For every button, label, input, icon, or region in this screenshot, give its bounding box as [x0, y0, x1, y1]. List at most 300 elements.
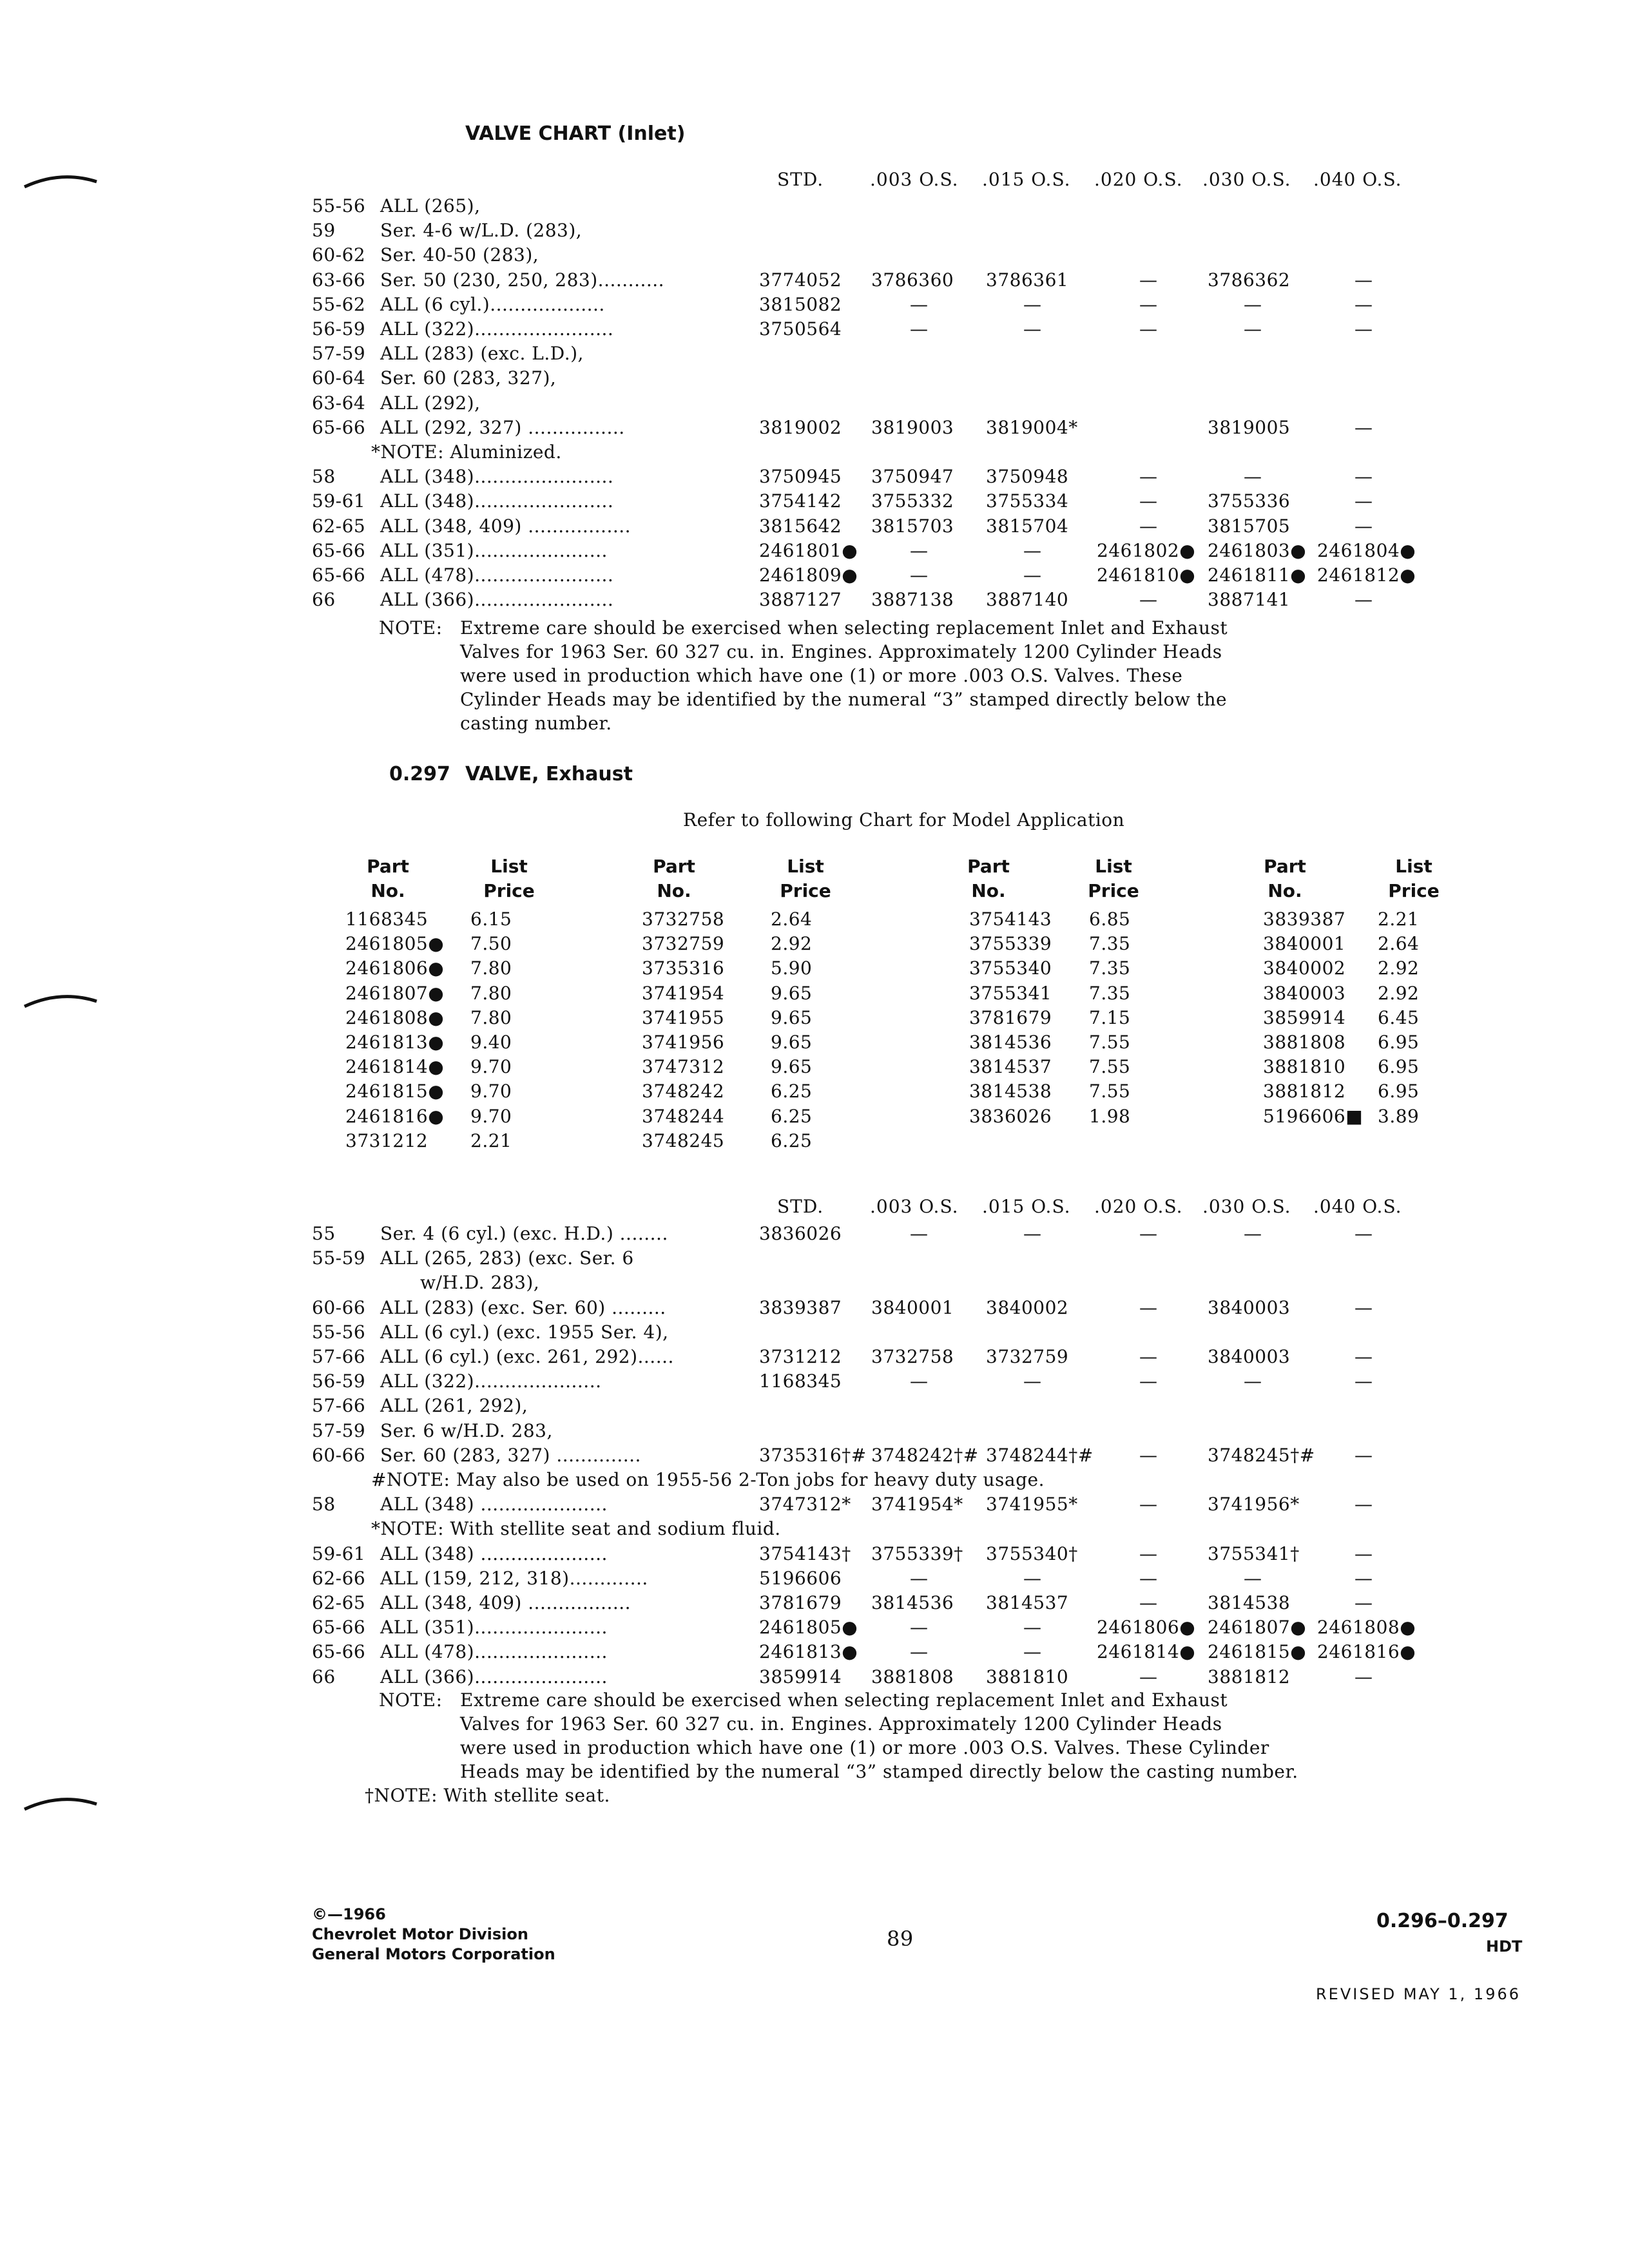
inlet-row-year: 59-61 — [312, 490, 366, 512]
inlet-row-desc: ALL (265), — [380, 195, 481, 216]
part-number: 3755340 — [969, 957, 1052, 979]
exhaust-row-value: — — [910, 1641, 929, 1663]
part-number: 2461814● — [345, 1056, 445, 1078]
exhaust-row-value: 3741956* — [1208, 1494, 1300, 1515]
inlet-row-value: 3754142 — [759, 490, 842, 512]
inlet-row-value: 3750948 — [986, 466, 1069, 488]
inlet-row-value: 3819003 — [871, 416, 954, 438]
list-price: 7.80 — [470, 957, 512, 979]
inlet-note-line: were used in production which have one (1) or more .003 O.S. Valves. These — [460, 665, 1183, 686]
exhaust-row-value: — — [1023, 1223, 1042, 1244]
inlet-note-line: Cylinder Heads may be identified by the numeral “3” stamped directly below the — [460, 689, 1228, 710]
inlet-row-desc: Ser. 4-6 w/L.D. (283), — [380, 220, 583, 242]
list-price: 9.65 — [771, 982, 813, 1004]
section-code: HDT — [1486, 1937, 1523, 1956]
exhaust-row-value: — — [1023, 1617, 1042, 1639]
exhaust-row-value: 3840002 — [986, 1296, 1069, 1318]
exhaust-row-desc: ALL (322)..................... — [380, 1370, 602, 1392]
part-number: 3881812 — [1263, 1081, 1346, 1102]
exhaust-row-year: 65-66 — [312, 1641, 366, 1663]
inlet-row-year: 65-66 — [312, 416, 366, 438]
inlet-col-header: STD. — [777, 169, 824, 190]
exhaust-row-value: 3748244†# — [986, 1444, 1094, 1466]
exhaust-row-value: — — [910, 1223, 929, 1244]
inlet-note-line: Valves for 1963 Ser. 60 327 cu. in. Engines. Approximately 1200 Cylinder Heads — [460, 641, 1222, 662]
part-number: 3881810 — [1263, 1056, 1346, 1078]
inlet-row-year: 58 — [312, 466, 336, 488]
list-price: 2.21 — [470, 1129, 512, 1151]
inlet-row-year: 63-64 — [312, 392, 366, 414]
exhaust-row-value: — — [910, 1370, 929, 1392]
exhaust-row-value: — — [1354, 1296, 1373, 1318]
inlet-row-year: 65-66 — [312, 564, 366, 586]
list-price: 6.25 — [771, 1081, 813, 1102]
inlet-row-value: 3755334 — [986, 490, 1069, 512]
part-number: 3741954 — [642, 982, 725, 1004]
inlet-row-value: 2461803● — [1208, 539, 1307, 561]
list-price: 9.40 — [470, 1032, 512, 1053]
list-price: 7.80 — [470, 982, 512, 1004]
exhaust-col-header: .020 O.S. — [1094, 1196, 1183, 1217]
exhaust-row-year: 60-66 — [312, 1296, 366, 1318]
part-no-header: No. — [657, 880, 691, 901]
inlet-row-value: 3750564 — [759, 318, 842, 340]
list-price: 7.50 — [470, 933, 512, 955]
exhaust-row-value: 3754143† — [759, 1542, 851, 1564]
exhaust-col-header: STD. — [777, 1196, 824, 1217]
inlet-row-desc: ALL (348, 409) ................. — [380, 515, 631, 537]
exhaust-row-desc: w/H.D. 283), — [420, 1272, 540, 1294]
exhaust-row-value: 3732759 — [986, 1346, 1069, 1367]
part-number: 3747312 — [642, 1056, 725, 1078]
list-price: 6.25 — [771, 1105, 813, 1127]
part-no-header: Part — [653, 856, 695, 877]
inlet-row-year: 56-59 — [312, 318, 366, 340]
inlet-row-value: 3786361 — [986, 269, 1069, 291]
inlet-row-value: — — [1354, 416, 1373, 438]
exhaust-row-value: — — [1139, 1444, 1158, 1466]
part-number: 2461806● — [345, 957, 445, 979]
part-number: 3748242 — [642, 1081, 725, 1102]
inlet-row-year: 63-66 — [312, 269, 366, 291]
list-price-header: Price — [483, 880, 535, 901]
exhaust-row-desc: Ser. 4 (6 cyl.) (exc. H.D.) ........ — [380, 1223, 668, 1244]
exhaust-col-header: .040 O.S. — [1313, 1196, 1402, 1217]
exhaust-row-value: 3741954* — [871, 1494, 963, 1515]
exhaust-section-number: 0.297 — [389, 763, 450, 785]
list-price-header: List — [490, 856, 528, 877]
part-no-header: No. — [1268, 880, 1302, 901]
inlet-row-value: — — [1244, 318, 1262, 340]
part-no-header: Part — [367, 856, 409, 877]
inlet-col-header: .030 O.S. — [1202, 169, 1291, 190]
exhaust-row-value: — — [1244, 1567, 1262, 1589]
exhaust-row-value: 3735316†# — [759, 1444, 867, 1466]
exhaust-row-value: 2461807● — [1208, 1617, 1307, 1639]
exhaust-row-value: — — [910, 1567, 929, 1589]
exhaust-row-value: 3881810 — [986, 1666, 1069, 1687]
exhaust-note-line: Extreme care should be exercised when selecting replacement Inlet and Exhaust — [460, 1689, 1228, 1711]
exhaust-row-value: 3741955* — [986, 1494, 1078, 1515]
exhaust-row-year: 57-59 — [312, 1419, 366, 1441]
part-number: 5196606■ — [1263, 1105, 1364, 1127]
part-number: 2461816● — [345, 1105, 445, 1127]
revised-date: REVISED MAY 1, 1966 — [1316, 1985, 1521, 2003]
exhaust-row-year: 62-66 — [312, 1567, 366, 1589]
inlet-row-value: 2461801● — [759, 539, 858, 561]
exhaust-row-value: — — [1139, 1666, 1158, 1687]
part-number: 3732758 — [642, 908, 725, 930]
exhaust-row-value: 3781679 — [759, 1592, 842, 1613]
inlet-row-value: — — [1354, 293, 1373, 315]
list-price: 7.80 — [470, 1006, 512, 1028]
inlet-row-value: 2461812● — [1317, 564, 1416, 586]
inlet-row-value: 3815705 — [1208, 515, 1291, 537]
inlet-row-year: 55-62 — [312, 293, 366, 315]
inlet-row-value: 2461811● — [1208, 564, 1307, 586]
exhaust-row-value: 3840003 — [1208, 1296, 1291, 1318]
exhaust-row-desc: #NOTE: May also be used on 1955-56 2-Ton jobs for heavy duty usage. — [371, 1469, 1045, 1490]
inlet-row-value: — — [1139, 293, 1158, 315]
exhaust-row-value: — — [1023, 1567, 1042, 1589]
exhaust-note-line: Heads may be identified by the numeral “3” stamped directly below the casting number. — [460, 1761, 1298, 1782]
list-price-header: Price — [1388, 880, 1440, 901]
exhaust-row-value: — — [1354, 1592, 1373, 1613]
inlet-row-value: — — [1023, 293, 1042, 315]
stellite-note: †NOTE: With stellite seat. — [365, 1785, 610, 1806]
inlet-col-header: .020 O.S. — [1094, 169, 1183, 190]
exhaust-row-value: — — [1139, 1567, 1158, 1589]
exhaust-row-value: 3755339† — [871, 1542, 963, 1564]
exhaust-row-value: 2461816● — [1317, 1641, 1416, 1663]
exhaust-row-value: 3747312* — [759, 1494, 851, 1515]
exhaust-row-value: 3840001 — [871, 1296, 954, 1318]
exhaust-row-year: 57-66 — [312, 1346, 366, 1367]
list-price-header: List — [1095, 856, 1132, 877]
inlet-row-value: — — [1244, 293, 1262, 315]
inlet-row-value: — — [1354, 466, 1373, 488]
list-price-header: Price — [1088, 880, 1139, 901]
exhaust-row-year: 55 — [312, 1223, 336, 1244]
inlet-row-value: 3815082 — [759, 293, 842, 315]
part-number: 2461813● — [345, 1032, 445, 1053]
list-price: 9.70 — [470, 1056, 512, 1078]
exhaust-row-value: 3748245†# — [1208, 1444, 1315, 1466]
part-number: 2461815● — [345, 1081, 445, 1102]
exhaust-row-desc: ALL (283) (exc. Ser. 60) ......... — [380, 1296, 666, 1318]
list-price: 7.15 — [1089, 1006, 1131, 1028]
exhaust-row-year: 56-59 — [312, 1370, 366, 1392]
inlet-row-value: — — [1139, 318, 1158, 340]
list-price: 9.65 — [771, 1006, 813, 1028]
inlet-row-desc: Ser. 60 (283, 327), — [380, 367, 557, 389]
exhaust-row-value: — — [1139, 1346, 1158, 1367]
list-price: 9.65 — [771, 1056, 813, 1078]
exhaust-row-value: 3814536 — [871, 1592, 954, 1613]
exhaust-row-value: 1168345 — [759, 1370, 842, 1392]
exhaust-row-value: — — [1139, 1223, 1158, 1244]
exhaust-col-header: .030 O.S. — [1202, 1196, 1291, 1217]
exhaust-row-year: 55-59 — [312, 1247, 366, 1269]
list-price: 7.55 — [1089, 1032, 1131, 1053]
list-price: 6.45 — [1378, 1006, 1420, 1028]
exhaust-note-label: NOTE: — [379, 1689, 443, 1711]
list-price: 2.21 — [1378, 908, 1420, 930]
exhaust-row-year: 58 — [312, 1494, 336, 1515]
inlet-row-value: 3815704 — [986, 515, 1069, 537]
exhaust-row-value: — — [1244, 1370, 1262, 1392]
exhaust-row-desc: ALL (6 cyl.) (exc. 261, 292)...... — [380, 1346, 674, 1367]
inlet-row-value: — — [910, 564, 929, 586]
part-number: 3748245 — [642, 1129, 725, 1151]
part-number: 3735316 — [642, 957, 725, 979]
exhaust-row-value: — — [1354, 1444, 1373, 1466]
exhaust-col-header: .015 O.S. — [982, 1196, 1071, 1217]
exhaust-col-header: .003 O.S. — [870, 1196, 959, 1217]
part-number: 2461808● — [345, 1006, 445, 1028]
inlet-row-desc: ALL (478)....................... — [380, 564, 614, 586]
part-number: 3732759 — [642, 933, 725, 955]
part-number: 2461807● — [345, 982, 445, 1004]
exhaust-row-value: — — [1354, 1346, 1373, 1367]
exhaust-row-value: 5196606 — [759, 1567, 842, 1589]
inlet-row-value: — — [1139, 490, 1158, 512]
exhaust-row-value: 3881808 — [871, 1666, 954, 1687]
inlet-row-year: 57-59 — [312, 343, 366, 365]
inlet-row-desc: ALL (348)....................... — [380, 490, 614, 512]
part-number: 3840003 — [1263, 982, 1346, 1004]
exhaust-row-value: 3732758 — [871, 1346, 954, 1367]
inlet-row-value: — — [910, 539, 929, 561]
inlet-row-value: 2461810● — [1097, 564, 1196, 586]
exhaust-note-line: Valves for 1963 Ser. 60 327 cu. in. Engines. Approximately 1200 Cylinder Heads — [460, 1713, 1222, 1735]
list-price: 9.70 — [470, 1105, 512, 1127]
inlet-row-value: 3819002 — [759, 416, 842, 438]
exhaust-row-value: 3731212 — [759, 1346, 842, 1367]
inlet-row-value: — — [1354, 589, 1373, 611]
inlet-row-year: 60-64 — [312, 367, 366, 389]
inlet-row-value: 3774052 — [759, 269, 842, 291]
list-price: 9.65 — [771, 1032, 813, 1053]
list-price: 1.98 — [1089, 1105, 1131, 1127]
list-price: 7.55 — [1089, 1081, 1131, 1102]
inlet-col-header: .040 O.S. — [1313, 169, 1402, 190]
inlet-row-desc: ALL (292, 327) ................ — [380, 416, 625, 438]
inlet-row-desc: ALL (351)...................... — [380, 539, 608, 561]
footer-copyright: ©—1966 — [312, 1905, 386, 1923]
exhaust-row-value: 3840003 — [1208, 1346, 1291, 1367]
exhaust-row-value: 3814538 — [1208, 1592, 1291, 1613]
exhaust-row-value: — — [1354, 1542, 1373, 1564]
list-price: 6.85 — [1089, 908, 1131, 930]
inlet-row-value: 3819004* — [986, 416, 1078, 438]
inlet-row-value: 3819005 — [1208, 416, 1291, 438]
exhaust-row-value: — — [1023, 1641, 1042, 1663]
exhaust-row-desc: Ser. 6 w/H.D. 283, — [380, 1419, 553, 1441]
exhaust-row-year: 65-66 — [312, 1617, 366, 1639]
part-number: 3881808 — [1263, 1032, 1346, 1053]
part-number: 3741956 — [642, 1032, 725, 1053]
exhaust-row-value: — — [1139, 1494, 1158, 1515]
exhaust-row-year: 60-66 — [312, 1444, 366, 1466]
exhaust-row-value: 2461808● — [1317, 1617, 1416, 1639]
exhaust-row-value: 2461815● — [1208, 1641, 1307, 1663]
part-number: 3754143 — [969, 908, 1052, 930]
exhaust-row-value: — — [1354, 1666, 1373, 1687]
list-price: 7.35 — [1089, 933, 1131, 955]
inlet-note-label: NOTE: — [379, 617, 443, 639]
exhaust-row-desc: ALL (348) ..................... — [380, 1494, 608, 1515]
exhaust-row-desc: ALL (159, 212, 318)............. — [380, 1567, 648, 1589]
part-number: 3814538 — [969, 1081, 1052, 1102]
list-price: 7.35 — [1089, 982, 1131, 1004]
exhaust-row-value: 3836026 — [759, 1223, 842, 1244]
part-number: 3781679 — [969, 1006, 1052, 1028]
part-no-header: No. — [371, 880, 405, 901]
exhaust-row-desc: *NOTE: With stellite seat and sodium fluid. — [371, 1518, 781, 1540]
inlet-row-value: — — [1139, 466, 1158, 488]
inlet-row-value: — — [1139, 589, 1158, 611]
inlet-row-year: 60-62 — [312, 244, 366, 266]
inlet-row-value: 3755332 — [871, 490, 954, 512]
footer-corporation: General Motors Corporation — [312, 1945, 555, 1963]
part-number: 3731212 — [345, 1129, 429, 1151]
exhaust-row-desc: ALL (351)...................... — [380, 1617, 608, 1639]
list-price-header: List — [1395, 856, 1432, 877]
exhaust-row-desc: ALL (265, 283) (exc. Ser. 6 — [380, 1247, 634, 1269]
exhaust-row-value: 3814537 — [986, 1592, 1069, 1613]
inlet-row-desc: ALL (6 cyl.)................... — [380, 293, 605, 315]
exhaust-row-value: 2461813● — [759, 1641, 858, 1663]
list-price: 6.95 — [1378, 1032, 1420, 1053]
refer-note: Refer to following Chart for Model Application — [683, 809, 1125, 831]
exhaust-row-year: 66 — [312, 1666, 336, 1687]
inlet-row-year: 55-56 — [312, 195, 366, 216]
inlet-row-desc: ALL (366)....................... — [380, 589, 614, 611]
exhaust-row-value: — — [1354, 1370, 1373, 1392]
exhaust-row-year: 59-61 — [312, 1542, 366, 1564]
part-number: 3839387 — [1263, 908, 1346, 930]
part-number: 3755341 — [969, 982, 1052, 1004]
part-number: 3836026 — [969, 1105, 1052, 1127]
inlet-col-header: .015 O.S. — [982, 169, 1071, 190]
exhaust-row-desc: ALL (348) ..................... — [380, 1542, 608, 1564]
inlet-row-value: 3887141 — [1208, 589, 1291, 611]
inlet-row-value: — — [1139, 269, 1158, 291]
exhaust-row-desc: Ser. 60 (283, 327) .............. — [380, 1444, 641, 1466]
inlet-row-year: 59 — [312, 220, 336, 242]
part-number: 3748244 — [642, 1105, 725, 1127]
page-number: 89 — [887, 1927, 914, 1951]
part-number: 3755339 — [969, 933, 1052, 955]
inlet-row-value: — — [1139, 515, 1158, 537]
exhaust-row-year: 57-66 — [312, 1395, 366, 1417]
inlet-row-value: — — [1354, 269, 1373, 291]
exhaust-row-value: 3755341† — [1208, 1542, 1300, 1564]
list-price: 5.90 — [771, 957, 813, 979]
inlet-row-value: — — [1023, 564, 1042, 586]
list-price: 2.64 — [1378, 933, 1420, 955]
part-number: 3859914 — [1263, 1006, 1346, 1028]
inlet-row-desc: ALL (292), — [380, 392, 481, 414]
punch-hole-2 — [22, 994, 99, 1009]
inlet-row-year: 66 — [312, 589, 336, 611]
exhaust-row-value: 3881812 — [1208, 1666, 1291, 1687]
list-price: 2.92 — [1378, 982, 1420, 1004]
inlet-row-value: — — [1354, 490, 1373, 512]
exhaust-row-desc: ALL (261, 292), — [380, 1395, 528, 1417]
exhaust-row-value: 3839387 — [759, 1296, 842, 1318]
inlet-row-value: 3750947 — [871, 466, 954, 488]
inlet-chart-title: VALVE CHART (Inlet) — [465, 122, 686, 145]
list-price: 7.55 — [1089, 1056, 1131, 1078]
inlet-row-value: — — [1354, 515, 1373, 537]
inlet-row-value: 2461804● — [1317, 539, 1416, 561]
exhaust-row-value: 2461805● — [759, 1617, 858, 1639]
exhaust-row-desc: ALL (6 cyl.) (exc. 1955 Ser. 4), — [380, 1321, 669, 1343]
exhaust-row-value: — — [910, 1617, 929, 1639]
inlet-note-line: casting number. — [460, 713, 612, 734]
list-price: 2.92 — [1378, 957, 1420, 979]
exhaust-row-desc: ALL (366)...................... — [380, 1666, 608, 1687]
inlet-note-line: Extreme care should be exercised when selecting replacement Inlet and Exhaust — [460, 617, 1228, 639]
inlet-row-value: 3786362 — [1208, 269, 1291, 291]
inlet-row-value: — — [1023, 539, 1042, 561]
inlet-row-value: 3815642 — [759, 515, 842, 537]
inlet-row-desc: ALL (283) (exc. L.D.), — [380, 343, 584, 365]
section-range: 0.296–0.297 — [1376, 1910, 1509, 1932]
exhaust-row-value: 2461806● — [1097, 1617, 1196, 1639]
inlet-row-value: 3755336 — [1208, 490, 1291, 512]
exhaust-row-value: 3748242†# — [871, 1444, 979, 1466]
inlet-row-desc: *NOTE: Aluminized. — [371, 441, 562, 463]
exhaust-row-value: 2461814● — [1097, 1641, 1196, 1663]
list-price: 6.15 — [470, 908, 512, 930]
part-number: 2461805● — [345, 933, 445, 955]
list-price: 3.89 — [1378, 1105, 1420, 1127]
inlet-row-value: 3786360 — [871, 269, 954, 291]
exhaust-row-value: — — [1139, 1370, 1158, 1392]
part-no-header: No. — [971, 880, 1006, 901]
inlet-row-value: 3887138 — [871, 589, 954, 611]
list-price: 7.35 — [1089, 957, 1131, 979]
inlet-row-desc: Ser. 50 (230, 250, 283)........... — [380, 269, 665, 291]
exhaust-row-desc: ALL (478)...................... — [380, 1641, 608, 1663]
inlet-row-value: — — [910, 293, 929, 315]
exhaust-row-value: — — [1139, 1542, 1158, 1564]
part-number: 3814536 — [969, 1032, 1052, 1053]
punch-hole-3 — [22, 1796, 99, 1812]
inlet-row-year: 65-66 — [312, 539, 366, 561]
list-price: 6.95 — [1378, 1056, 1420, 1078]
list-price-header: Price — [780, 880, 831, 901]
part-no-header: Part — [1264, 856, 1306, 877]
inlet-row-value: 3815703 — [871, 515, 954, 537]
inlet-row-desc: Ser. 40-50 (283), — [380, 244, 539, 266]
part-number: 3741955 — [642, 1006, 725, 1028]
exhaust-row-year: 55-56 — [312, 1321, 366, 1343]
inlet-row-value: 3750945 — [759, 466, 842, 488]
exhaust-note-line: were used in production which have one (1) or more .003 O.S. Valves. These Cylinder — [460, 1737, 1269, 1758]
punch-hole-1 — [22, 174, 99, 189]
inlet-row-value: — — [1244, 466, 1262, 488]
list-price: 6.95 — [1378, 1081, 1420, 1102]
inlet-row-value: 2461802● — [1097, 539, 1196, 561]
exhaust-row-value: — — [1354, 1223, 1373, 1244]
inlet-row-value: — — [910, 318, 929, 340]
inlet-col-header: .003 O.S. — [870, 169, 959, 190]
inlet-row-value: 3887140 — [986, 589, 1069, 611]
